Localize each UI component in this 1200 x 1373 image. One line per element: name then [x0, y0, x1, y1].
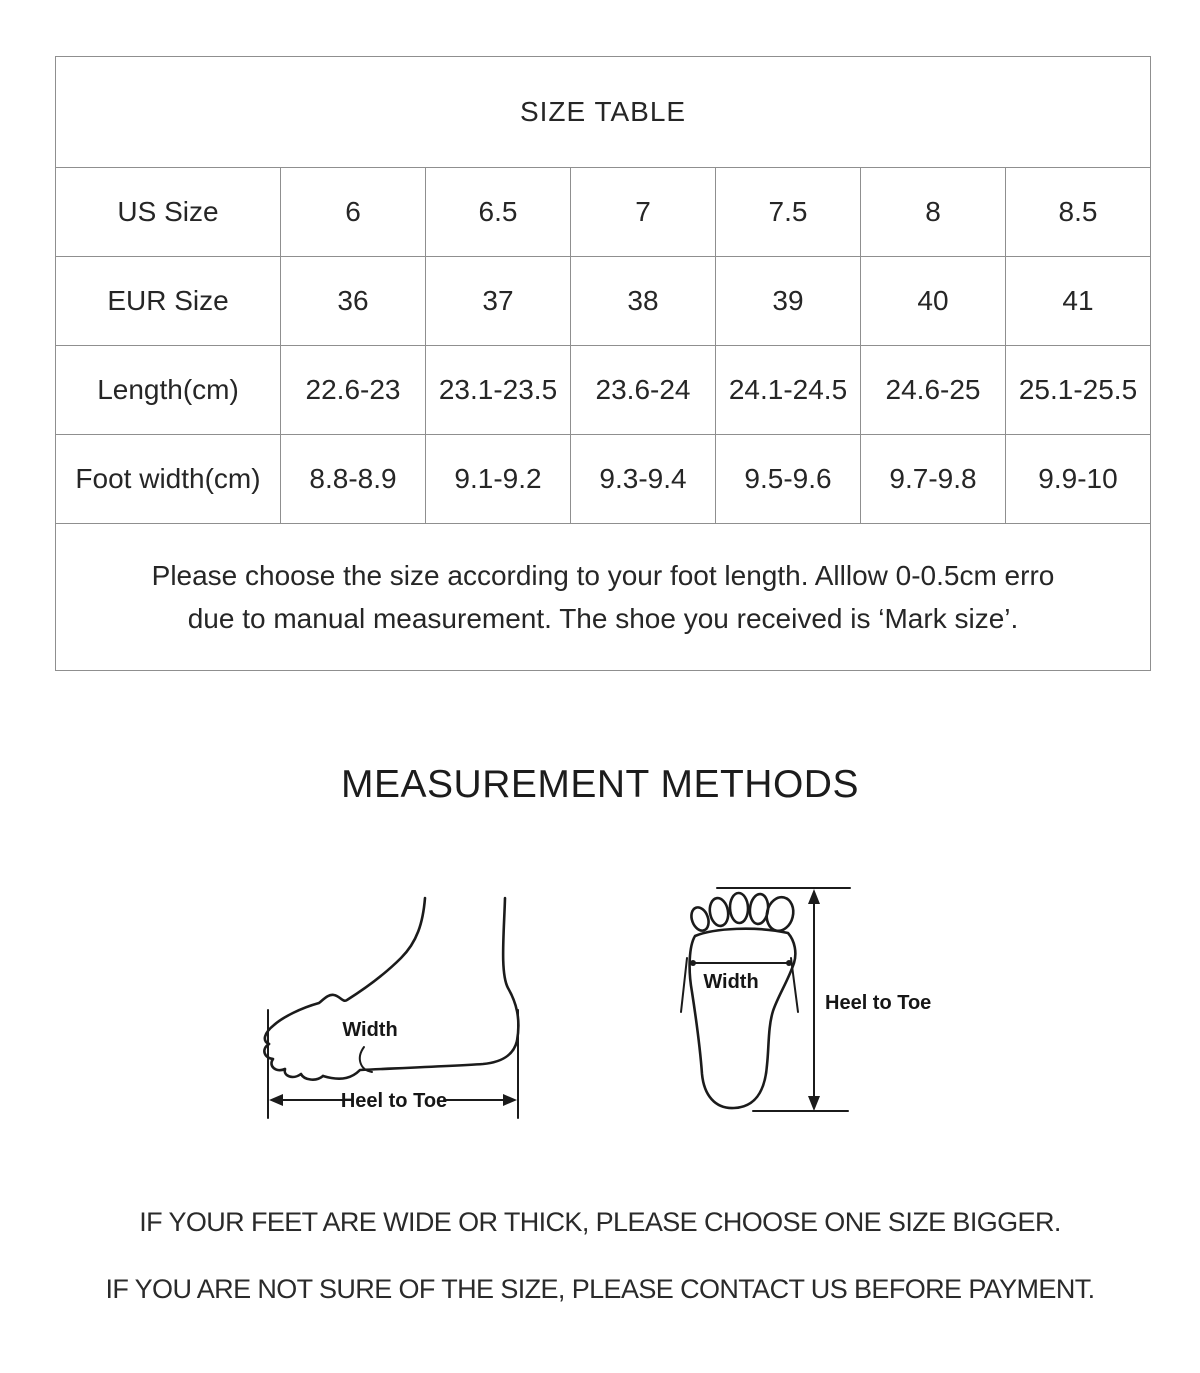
- size-cell: 25.1-25.5: [1006, 346, 1151, 435]
- size-table-note-row: [56, 524, 1151, 671]
- side-foot-diagram: [248, 878, 540, 1126]
- footer-note-contact: IF YOU ARE NOT SURE OF THE SIZE, PLEASE CONTACT US BEFORE PAYMENT.: [105, 1274, 1095, 1304]
- size-cell: 8.5: [1006, 168, 1151, 257]
- side-heel-to-toe-label: Heel to Toe: [340, 1090, 448, 1112]
- size-note-line2: due to manual measurement. The shoe you received is ‘Mark size’.: [187, 603, 1019, 634]
- size-table-title-row: [56, 57, 1151, 168]
- arrowhead-down-icon: [808, 1096, 820, 1111]
- side-width-label: Width: [342, 1019, 398, 1041]
- size-cell: 7: [571, 168, 716, 257]
- measurement-heading: MEASUREMENT METHODS: [341, 763, 859, 806]
- size-cell: 24.1-24.5: [716, 346, 861, 435]
- sole-outline: [690, 929, 796, 1108]
- row-label: US Size: [56, 168, 281, 257]
- table-row-length: [56, 346, 1151, 435]
- footer-note-wide-feet: IF YOUR FEET ARE WIDE OR THICK, PLEASE CHOOSE ONE SIZE BIGGER.: [139, 1207, 1061, 1237]
- table-row-us-size: [56, 168, 1151, 257]
- size-cell: 8: [861, 168, 1006, 257]
- size-table-title: SIZE TABLE: [56, 57, 1151, 168]
- width-guide-right: [791, 958, 798, 1012]
- table-row-eur-size: [56, 257, 1151, 346]
- size-cell: 41: [1006, 257, 1151, 346]
- size-cell: 9.5-9.6: [716, 435, 861, 524]
- size-cell: 36: [281, 257, 426, 346]
- foot-toes: [264, 1044, 323, 1080]
- arrowhead-up-icon: [808, 889, 820, 904]
- size-cell: 40: [861, 257, 1006, 346]
- size-cell: 24.6-25: [861, 346, 1006, 435]
- size-cell: 9.7-9.8: [861, 435, 1006, 524]
- size-cell: 22.6-23: [281, 346, 426, 435]
- size-cell: 23.1-23.5: [426, 346, 571, 435]
- size-cell: 9.3-9.4: [571, 435, 716, 524]
- size-cell: 23.6-24: [571, 346, 716, 435]
- row-label: EUR Size: [56, 257, 281, 346]
- size-cell: 37: [426, 257, 571, 346]
- foot-heel-line: [503, 898, 518, 1041]
- row-label: Foot width(cm): [56, 435, 281, 524]
- size-cell: 6.5: [426, 168, 571, 257]
- sole-diagram: [668, 878, 968, 1122]
- arrowhead-left-icon: [269, 1094, 283, 1106]
- width-endpoint-left-icon: [690, 960, 696, 966]
- row-label: Length(cm): [56, 346, 281, 435]
- toe-3: [729, 893, 748, 924]
- toe-2: [708, 897, 731, 928]
- size-cell: 6: [281, 168, 426, 257]
- size-cell: 39: [716, 257, 861, 346]
- size-note: [56, 524, 1151, 671]
- size-cell: 9.1-9.2: [426, 435, 571, 524]
- size-cell: 9.9-10: [1006, 435, 1151, 524]
- size-table: [55, 56, 1151, 671]
- size-cell: 38: [571, 257, 716, 346]
- size-cell: 7.5: [716, 168, 861, 257]
- sole-heel-to-toe-label: Heel to Toe: [825, 992, 932, 1014]
- table-row-foot-width: [56, 435, 1151, 524]
- foot-sole-line: [323, 1041, 517, 1079]
- width-guide-left: [681, 958, 687, 1012]
- sole-width-label: Width: [703, 971, 759, 993]
- size-cell: 8.8-8.9: [281, 435, 426, 524]
- arrowhead-right-icon: [503, 1094, 517, 1106]
- size-note-line1: Please choose the size according to your foot length. Alllow 0-0.5cm erro: [151, 560, 1055, 591]
- toe-small: [688, 905, 711, 933]
